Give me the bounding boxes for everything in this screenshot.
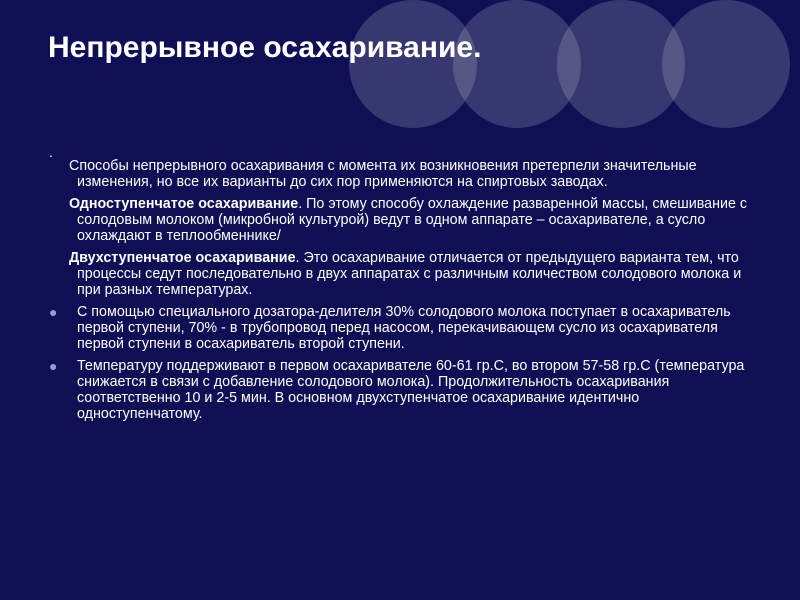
- bullet-text: Температуру поддерживают в первом осахаривателе 60-61 гр.С, во втором 57-58 гр.С (температура снижается в связи с добавление солодового молока). Продолжительность осахаривания соответственно 10 и 2-5 мин. В основном двухступенчатое осахаривание идентично одноступенчатому.: [77, 358, 745, 422]
- bullet-item: [49, 358, 761, 422]
- leading-dot: .: [49, 144, 53, 160]
- two-stage-paragraph: [49, 250, 761, 298]
- bullet-item: [49, 304, 761, 352]
- intro-paragraph: Способы непрерывного осахаривания с момента их возникновения претерпели значительные изменения, но все их варианты до сих пор применяются на спиртовых заводах.: [69, 158, 697, 190]
- single-stage-term: Одноступенчатое осахаривание: [69, 196, 299, 212]
- bullet-dot-icon: ●: [49, 304, 58, 320]
- bullet-dot-icon: ●: [49, 358, 58, 374]
- slide-title: Непрерывное осахаривание.: [48, 31, 482, 64]
- two-stage-text: . Это осахаривание отличается от предыдущего варианта тем, что процессы седут последовательно в двух аппаратах с различным количеством солодового молока и при разных температурах.: [77, 250, 742, 298]
- single-stage-text: . По этому способу охлаждение разваренной массы, смешивание с солодовым молоком (микробной культурой) ведут в одном аппарате – осахаривателе, а сусло охлаждают в теплообменнике/: [77, 196, 748, 244]
- single-stage-paragraph: [49, 196, 761, 244]
- bullet-text: С помощью специального дозатора-делителя 30% солодового молока поступает в осахариватель первой ступени, 70% - в трубопровод перед насосом, перекачивающем сусло из осахаривателя первой ступени в осахариватель второй ступени.: [77, 304, 731, 352]
- two-stage-term: Двухступенчатое осахаривание: [69, 250, 296, 266]
- slide-body: [49, 146, 761, 422]
